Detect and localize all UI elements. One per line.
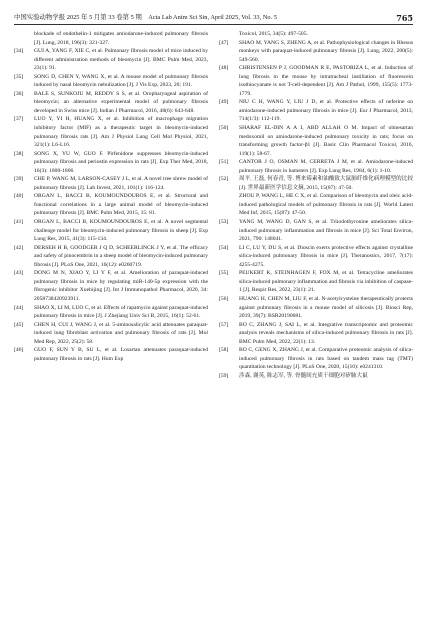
reference-entry bbox=[14, 90, 208, 116]
page-number: 765 bbox=[396, 13, 413, 23]
reference-number: [49] bbox=[219, 99, 229, 106]
reference-text: CHEN H, CUI J, WANG J, et al. 5-aminosalicylic acid attenuates paraquat-induced lung fibroblast activation and pulmonary fibrosis of rats [J]. Mol Med Rep, 2022, 25(2): 58. bbox=[34, 321, 208, 345]
reference-text: LI C, LU Y, DU S, et al. Dioscin exerts protective effects against crystalline silica-induced pulmonary fibrosis in mice [J]. Theranostics, 2017, 7(17): 4255-4275. bbox=[239, 244, 413, 268]
reference-number: [37] bbox=[14, 116, 24, 123]
reference-text: Toxicol, 2015, 34(5): 497-505. bbox=[239, 31, 308, 37]
reference-text: YANG M, WANG D, GAN S, et al. Triiodothyronine ameliorates silica-induced pulmonary inflammation and fibrosis in mice [J]. Sci Total Environ, 2021, 790: 148041. bbox=[239, 219, 413, 243]
reference-text: NIU C H, WANG Y, LIU J D, et al. Protective effects of neferine on amiodarone-induced pulmonary fibrosis in mice [J]. Eur J Pharmacol, 2013, 714(1/3): 112-119. bbox=[239, 99, 413, 123]
reference-number: [51] bbox=[219, 159, 229, 166]
reference-number: [35] bbox=[14, 73, 24, 80]
reference-number: [53] bbox=[219, 219, 229, 226]
reference-number: [42] bbox=[14, 244, 24, 251]
reference-text: SHAO X, LI M, LUO C, et al. Effects of rapamycin against paraquat-induced pulmonary fibrosis in mice [J]. J Zhejiang Univ Sci B, 2015, 16(1): 52-61. bbox=[34, 304, 208, 320]
right-column bbox=[219, 30, 413, 620]
reference-entry bbox=[219, 30, 413, 39]
reference-entry bbox=[219, 39, 413, 65]
reference-text: SONG X, YU W, GUO F. Pirfenidone suppresses bleomycin-induced pulmonary fibrosis and periostin expression in rats [J]. Exp Ther Med, 2018, 16(3): 1800-1806. bbox=[34, 150, 208, 174]
reference-number: [44] bbox=[14, 304, 24, 311]
reference-text: GUO F, SUN Y B, SU L, et al. Losartan attenuates paraquat-induced pulmonary fibrosis in rats [J]. Hum Exp bbox=[34, 347, 208, 362]
reference-number: [36] bbox=[14, 90, 24, 97]
reference-entry bbox=[14, 269, 208, 303]
reference-entry bbox=[14, 346, 208, 363]
reference-number: [38] bbox=[14, 150, 24, 157]
reference-number: [52] bbox=[219, 176, 229, 183]
reference-text: DERSEH H B, GOODGER J Q D, SCHEERLINCK J Y, et al. The efficacy and safety of pinocembrin in a sheep model of bleomycin-induced pulmonary fibrosis [J]. PLoS One, 2021, 16(12): e0260719. bbox=[34, 244, 208, 268]
reference-number: [45] bbox=[14, 321, 24, 328]
reference-number: [50] bbox=[219, 125, 229, 132]
reference-entry bbox=[219, 321, 413, 347]
reference-text: PEUKERT K, STEINHAGEN F, FOX M, et al. Tetracycline ameliorates silica-induced pulmonary inflammation and fibrosis via inhibition of caspase-1 [J]. Respir Res, 2022, 23(1): 21. bbox=[239, 270, 413, 294]
reference-entry bbox=[14, 304, 208, 321]
reference-entry bbox=[14, 218, 208, 244]
reference-text: blockade of endothelin-1 mitigates amiodarone-induced pulmonary fibrosis [J]. Lung, 2018, 196(3): 321-327. bbox=[34, 31, 208, 46]
reference-entry bbox=[14, 115, 208, 149]
reference-entry bbox=[219, 175, 413, 192]
left-column bbox=[14, 30, 208, 620]
reference-text: HUANG H, CHEN M, LIU F, et al. N-acetylcysteine therapeutically protects against pulmonary fibrosis in a mouse model of silicosis [J]. Biosci Rep, 2019, 39(7): BSR20190681. bbox=[239, 295, 413, 320]
reference-text: CHE P, WANG M, LARSON-CASEY J L, et al. A novel tree shrew model of pulmonary fibrosis [J]. Lab Invest, 2021, 101(1): 116-124. bbox=[34, 176, 208, 191]
reference-entry bbox=[14, 73, 208, 90]
reference-number: [54] bbox=[219, 244, 229, 251]
reference-number: [43] bbox=[14, 270, 24, 277]
reference-entry bbox=[14, 175, 208, 192]
reference-entry bbox=[14, 30, 208, 47]
reference-text: CHRISTENSEN P J, GOODMAN R E, PASTORIZA L, et al. Induction of lung fibrosis in the mouse by intratracheal instillation of fluorescein isothiocyanate is not T-cell-dependent [J]. Am J Pathol, 1999, 155(5): 1773-1779. bbox=[239, 65, 413, 97]
reference-number: [48] bbox=[219, 65, 229, 72]
reference-text: CANTOR J O, OSMAN M, CERRETA J M, et al. Amiodarone-induced pulmonary fibrosis in hamsters [J]. Exp Lung Res, 1984, 6(1): 1-10. bbox=[239, 159, 413, 174]
header-rule bbox=[14, 24, 413, 25]
reference-text: LUO Y, YI H, HUANG X, et al. Inhibition of macrophage migration inhibitory factor (MIF) as a therapeutic target in bleomycin-induced pulmonary fibrosis rats [J]. Am J Physiol Lung Cell Mol Physiol, 2021, 321(1): L6-L16. bbox=[34, 116, 208, 149]
reference-entry bbox=[219, 192, 413, 218]
reference-number: [41] bbox=[14, 219, 24, 226]
reference-number: [40] bbox=[14, 193, 24, 200]
reference-text: ORGAN L, BACCI B, KOUMOUNDOUROS E, et al. A novel segmental challenge model for bleomycin-induced pulmonary fibrosis in sheep [J]. Exp Lung Res, 2015, 41(3): 115-134. bbox=[34, 219, 208, 243]
journal-running-title: 中国实验动物学报 2025 年 5 月第 33 卷第 5 期 Acta Lab Anim Sci Sin, April 2025, Vol. 33, No. 5 bbox=[14, 14, 278, 21]
reference-number: [56] bbox=[219, 295, 229, 302]
reference-text: SONG D, CHEN Y, WANG X, et al. A mouse model of pulmonary fibrosis induced by nasal bleomycin nebulization [J]. J Vis Exp, 2023, 20; 191. bbox=[34, 73, 208, 89]
reference-number: [57] bbox=[219, 321, 229, 328]
reference-entry bbox=[219, 64, 413, 98]
reference-entry bbox=[219, 158, 413, 175]
reference-entry bbox=[14, 244, 208, 270]
reference-entry bbox=[219, 346, 413, 372]
reference-entry bbox=[219, 98, 413, 124]
reference-text: ORGAN L, BACCI B, KOUMOUNDOUROS E, et al. Structural and functional correlations in a large animal model of bleomycin-induced pulmonary fibrosis [J]. BMC Pulm Med, 2015, 15: 81. bbox=[34, 193, 208, 217]
reference-text: 涉森, 谢英, 陈志军, 等. 骨髓间充质干细胞对矽肺大鼠 bbox=[239, 372, 368, 379]
reference-entry bbox=[14, 321, 208, 347]
reference-text: SHARAF EL-DIN A A I, ABD ALLAH O M. Impact of olmesartan medoxomil on amiodarone-induced pulmonary toxicity in rats; focus on transforming growth factor-β1 [J]. Basic Clin Pharmacol Toxicol, 2016, 119(1): 58-67. bbox=[239, 125, 413, 157]
reference-number: [59] bbox=[219, 372, 229, 379]
reference-number: [34] bbox=[14, 48, 24, 55]
reference-text: 周平, 王磊, 何春青, 等. 博来霉素和油酸致大鼠肺纤维化病理模型的比较 [J]. 世界最新医学信息文摘, 2015, 15(87): 47-50. bbox=[239, 176, 413, 191]
reference-text: ZHOU P, WANG L, HE C X, et al. Comparison of bleomycin and oleic acid-induced pathological models of pulmonary fibrosis in rats [J]. World Latest Med Inf, 2015, 15(87): 47-50. bbox=[239, 193, 413, 217]
reference-entry bbox=[219, 244, 413, 270]
reference-entry bbox=[219, 295, 413, 321]
reference-entry bbox=[14, 192, 208, 218]
reference-entry bbox=[219, 124, 413, 158]
reference-text: GUI A, YANG F, XIE C, et al. Pulmonary fibrosis model of mice induced by different administration methods of bleomycin [J]. BMC Pulm Med, 2023, 23(1): 91. bbox=[34, 48, 208, 72]
reference-text: BO C, ZHANG J, SAI L, et al. Integrative transcriptomic and proteomic analysis reveals mechanisms of silica-induced pulmonary fibrosis in rats [J]. BMC Pulm Med, 2022, 22(1): 13. bbox=[239, 321, 413, 345]
reference-number: [46] bbox=[14, 347, 24, 354]
reference-number: [47] bbox=[219, 39, 229, 46]
reference-columns bbox=[14, 30, 413, 620]
reference-entry bbox=[219, 218, 413, 244]
running-header bbox=[14, 6, 413, 22]
reference-entry bbox=[219, 269, 413, 295]
reference-entry bbox=[14, 150, 208, 176]
reference-text: DONG M N, XIAO Y, LI Y F, et al. Amelioration of paraquat-induced pulmonary fibrosis in mice by regulating miR-140-5p expression with the fibrogenic inhibitor Xuebijing [J]. Int J Immunopathol Pharmacol, 2020, 34: 2058738420923911. bbox=[34, 270, 208, 302]
reference-text: SHAO M, YANG S, ZHENG A, et al. Pathophysiological changes in Rhesus monkeys with paraquat-induced pulmonary fibrosis [J]. Lung, 2022, 200(5): 549-560. bbox=[239, 39, 413, 63]
reference-entry bbox=[219, 372, 413, 381]
reference-text: BALE S, SUNKOJU M, REDDY S S, et al. Oropharyngeal aspiration of bleomycin; an alternative experimental model of pulmonary fibrosis developed in Swiss mice [J]. Indian J Pharmacol, 2016, 48(6): 643-648. bbox=[34, 90, 208, 114]
reference-number: [39] bbox=[14, 176, 24, 183]
reference-number: [58] bbox=[219, 347, 229, 354]
reference-text: BO C, GENG X, ZHANG J, et al. Comparative proteomic analysis of silica-induced pulmonary fibrosis in rats based on tandem mass tag (TMT) quantitation technology [J]. PLoS One, 2020, 15(10): e0241310. bbox=[239, 347, 413, 371]
reference-number: [55] bbox=[219, 270, 229, 277]
reference-entry bbox=[14, 47, 208, 73]
